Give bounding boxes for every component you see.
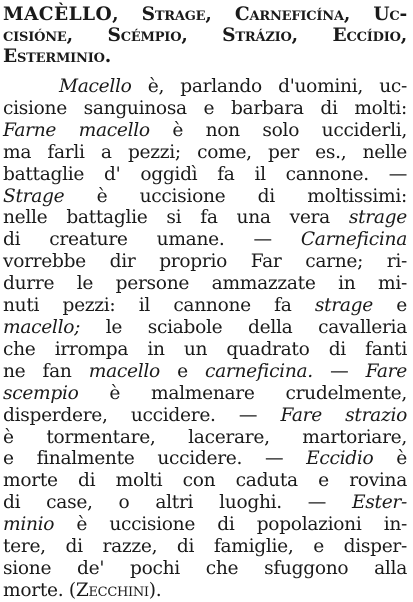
italic-term: Eccidio	[306, 448, 374, 470]
italic-term: scempio	[3, 382, 79, 404]
italic-term: macello;	[3, 316, 81, 338]
heading-line-2	[3, 25, 407, 46]
text-segment: tere, di razze, di famiglie, e disper-	[3, 536, 407, 558]
text-line	[3, 448, 407, 470]
entry-text	[3, 76, 407, 602]
text-line	[3, 207, 407, 229]
italic-term: Carneficina	[300, 229, 407, 251]
text-segment: nuti pezzi: il cannone fa	[3, 295, 315, 317]
italic-term: strage	[348, 207, 407, 229]
text-segment: di case, o altri luoghi. —	[3, 492, 353, 514]
text-segment: di creature umane. —	[3, 229, 301, 251]
text-segment: battaglie d' oggidì fa il cannone. —	[3, 163, 407, 185]
text-segment: e	[372, 295, 407, 317]
text-segment: cisione sanguinosa e barbara di molti:	[3, 97, 407, 119]
dictionary-entry	[3, 4, 407, 602]
text-line	[3, 98, 407, 120]
heading-line-3	[3, 46, 407, 67]
italic-term: macello	[88, 360, 160, 382]
text-line	[3, 383, 407, 405]
text-segment: ).	[148, 579, 162, 601]
text-segment: è non solo ucciderli,	[149, 119, 407, 141]
italic-term: Ester-	[352, 492, 407, 514]
italic-term: strage	[314, 295, 373, 317]
text-segment: che irrompa in un quadrato di fanti	[3, 338, 407, 360]
italic-term: carneficina.	[204, 360, 313, 382]
italic-term: minio	[3, 514, 55, 536]
text-segment: è tormentare, lacerare, martoriare,	[3, 426, 407, 448]
text-line	[3, 470, 407, 492]
text-line	[3, 580, 407, 602]
text-line	[3, 120, 407, 142]
text-segment: —	[312, 360, 366, 382]
text-segment: disperdere, uccidere. —	[3, 404, 281, 426]
text-line	[3, 295, 407, 317]
text-segment: e finalmente uccidere. —	[3, 448, 307, 470]
text-segment: vorrebbe dir proprio Far carne; ri-	[3, 251, 407, 273]
text-segment: ma farli a pezzi; come, per es., nelle	[3, 141, 407, 163]
text-line	[3, 142, 407, 164]
entry-heading	[3, 4, 407, 67]
italic-term: Strage	[3, 185, 65, 207]
text-segment: morte di molti con caduta e rovina	[3, 470, 407, 492]
synonyms-part-3: Esterminio.	[3, 46, 111, 67]
text-segment: è, parlando d'uomini, uc-	[131, 76, 407, 97]
text-segment: ne fan	[3, 360, 89, 382]
text-segment: è uccisione di moltissimi:	[64, 185, 407, 207]
italic-term: Fare strazio	[280, 404, 408, 426]
text-segment: sione de' pochi che sfuggono alla	[3, 557, 407, 579]
text-line	[3, 492, 407, 514]
italic-term: Macello	[59, 76, 132, 97]
text-line	[3, 186, 407, 208]
text-segment: nelle battaglie si fa una vera	[3, 207, 349, 229]
text-line	[3, 405, 407, 427]
text-segment: morte. (	[3, 579, 76, 601]
text-line	[3, 339, 407, 361]
text-line	[3, 427, 407, 449]
text-segment: le sciabole della cavalleria	[80, 316, 407, 338]
text-segment: è uccisione di popolazioni in-	[54, 514, 407, 536]
italic-term: Fare	[365, 360, 407, 382]
author-citation: Zecchini	[75, 579, 149, 601]
text-line	[3, 317, 407, 339]
lemma: MACÈLLO	[3, 4, 113, 25]
text-line	[3, 76, 407, 98]
text-line	[3, 536, 407, 558]
text-line	[3, 164, 407, 186]
text-line	[3, 251, 407, 273]
text-line	[3, 558, 407, 580]
text-segment: durre le persone ammazzate in mi-	[3, 273, 407, 295]
synonyms-part-2: cisióne, Scémpio, Strázio, Eccídio,	[3, 25, 407, 46]
italic-term: Farne macello	[3, 119, 150, 141]
text-line	[3, 514, 407, 536]
text-line	[3, 273, 407, 295]
text-segment: e	[159, 360, 205, 382]
text-line	[3, 229, 407, 251]
heading-line-1	[3, 4, 407, 25]
text-line	[3, 361, 407, 383]
text-segment: è malmenare crudelmente,	[78, 382, 407, 404]
text-segment: è	[373, 448, 407, 470]
synonyms-part-1: , Strage, Carneficína, Uc-	[112, 4, 407, 25]
